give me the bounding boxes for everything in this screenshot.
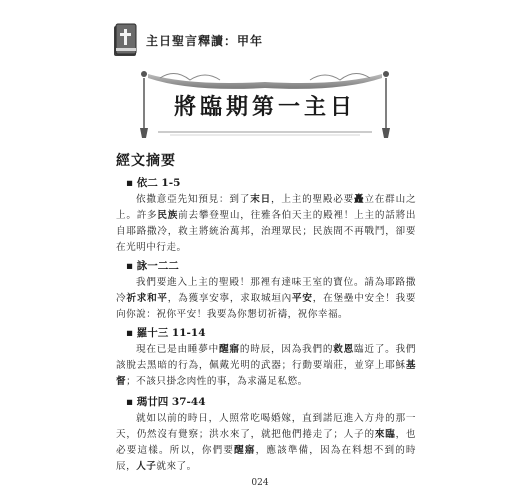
reading-paragraph	[116, 342, 416, 390]
text-run: 我們要進入上主的聖殿！那裡有達味王室的寶位。請為耶路撒冷	[116, 277, 416, 304]
text-run: 立在群山之上。許多	[116, 194, 417, 221]
page-number: 024	[251, 478, 269, 488]
emphasized-term: 基督	[116, 360, 416, 387]
bible-book-icon	[112, 22, 138, 58]
text-run: 就如以前的時日，人照常吃喝婚嫁，直到諾厄進入方舟的那一天，仍然沒有覺察；洪水來了，就把他們捲走了；人子的	[116, 413, 416, 440]
reading-ref: ▪ 詠一二二	[126, 260, 179, 272]
emphasized-term: 矗	[354, 194, 365, 205]
title-banner	[130, 64, 400, 152]
reading-ref-text: 詠一二二	[136, 260, 179, 272]
emphasized-term: 平安	[292, 293, 313, 304]
emphasized-term: 醒寤	[219, 344, 240, 355]
text-run: ，為獲享安寧，求取城垣內	[167, 293, 293, 304]
reading-ref: ▪ 瑪廿四 37-44	[126, 396, 206, 408]
reading-ref-text: 依二 1-5	[136, 177, 181, 189]
reading-paragraph	[116, 192, 416, 256]
emphasized-term: 祈求和平	[126, 293, 168, 304]
text-run: ，上主的聖殿必要	[270, 194, 355, 205]
text-run: ，應該準備，因為在料想不到的時辰，	[116, 445, 417, 472]
reading-ref: ▪ 依二 1-5	[126, 177, 181, 189]
text-run: ，在堡壘中安全！我要向你說：祝你平安！我要為你懇切祈禱，祝你幸福。	[116, 293, 417, 320]
text-run: ，也必要這樣。所以，你們要	[116, 429, 417, 456]
emphasized-term: 來臨	[374, 429, 396, 440]
text-run: 的時辰，因為我們的	[239, 344, 334, 355]
emphasized-term: 醒寤	[234, 445, 256, 456]
text-run: 現在已是由睡夢中	[136, 344, 220, 355]
text-run: 臨近了。我們該脫去黑暗的行為，佩戴光明的武器；行動要端莊，並穿上耶穌	[116, 344, 417, 371]
text-run: ；不該只掛念肉性的事，為求滿足私慾。	[126, 376, 308, 387]
header-title: 主日聖言釋讀：甲年	[146, 34, 264, 48]
emphasized-term: 民族	[157, 210, 179, 221]
emphasized-term: 救恩	[333, 344, 355, 355]
reading-ref-text: 羅十三 11-14	[136, 327, 206, 339]
text-run: 前去攀登聖山，往雅各伯天主的殿裡！上主的話將出自耶路撒冷，救主將統治萬邦，治理眾民；民族間不再戰鬥，卻要在光明中行走。	[116, 210, 417, 253]
text-run: 依撒意亞先知預見：到了	[136, 194, 251, 205]
section-title: 經文摘要	[116, 153, 176, 169]
reading-paragraph	[116, 411, 416, 475]
reading-ref: ▪ 羅十三 11-14	[126, 327, 206, 339]
text-run: 就來了。	[156, 461, 197, 472]
reading-ref-text: 瑪廿四 37-44	[136, 396, 206, 408]
reading-paragraph	[116, 275, 416, 323]
emphasized-term: 末日	[250, 194, 271, 205]
emphasized-term: 人子	[136, 461, 157, 472]
main-title: 將臨期第一主日	[173, 94, 356, 120]
